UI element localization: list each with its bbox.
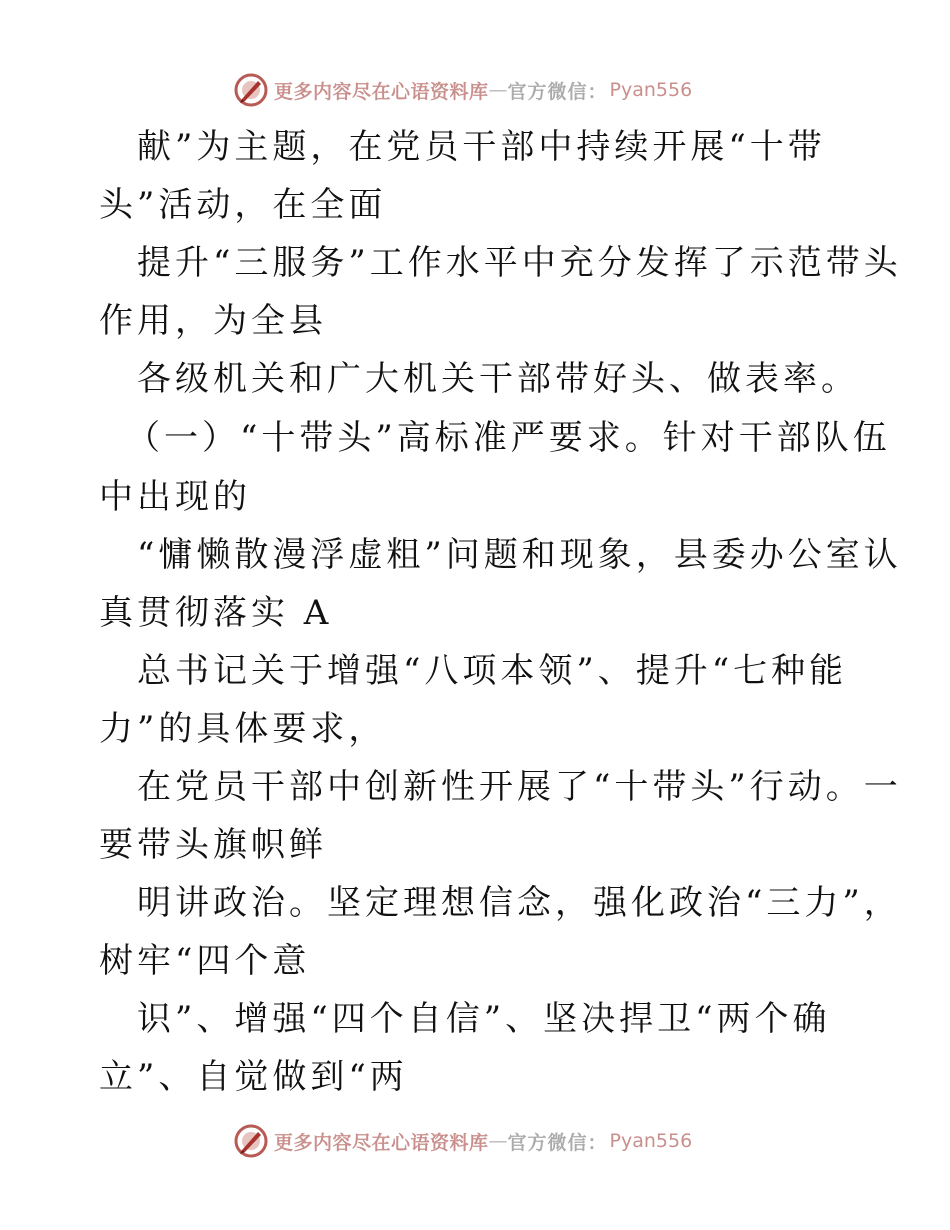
quill-logo-icon	[234, 1124, 268, 1158]
text-line: 明讲政治。坚定理想信念，强化政治“三力”，	[137, 883, 902, 923]
text-line: 各级机关和广大机关干部带好头、做表率。	[137, 359, 859, 399]
watermark-dash: —	[488, 1130, 508, 1152]
watermark-text: 更多内容尽在心语资料库	[274, 80, 489, 103]
text-line: 立”、自觉做到“两	[99, 1057, 408, 1097]
watermark-dash: —	[488, 79, 508, 101]
text-line: （一）“十带头”高标准严要求。针对干部队伍	[126, 418, 891, 458]
text-line: 识”、增强“四个自信”、坚决捍卫“两个确	[137, 999, 831, 1039]
watermark-id: Pyan556	[609, 1130, 693, 1152]
text-line: 树牢“四个意	[99, 941, 311, 981]
watermark-label: 官方微信：	[507, 80, 608, 103]
text-line: 力”的具体要求，	[99, 709, 387, 749]
text-line: 在党员干部中创新性开展了“十带头”行动。一	[137, 767, 902, 807]
text-line: 中出现的	[99, 477, 251, 517]
text-line: “慵懒散漫浮虚粗”问题和现象，县委办公室认	[137, 535, 902, 575]
text-line: 提升“三服务”工作水平中充分发挥了示范带头	[137, 243, 902, 283]
watermark-label: 官方微信：	[507, 1131, 608, 1154]
text-line: 献”为主题，在党员干部中持续开展“十带	[137, 127, 826, 167]
text-line: 头”活动，在全面	[99, 185, 387, 225]
watermark-id: Pyan556	[609, 79, 693, 101]
watermark-text: 更多内容尽在心语资料库	[274, 1131, 489, 1154]
text-line: 作用，为全县	[99, 301, 327, 341]
footer-watermark	[234, 1124, 692, 1158]
text-line: 真贯彻落实 A	[99, 593, 333, 633]
text-line: 要带头旗帜鲜	[99, 825, 327, 865]
text-line: 总书记关于增强“八项本领”、提升“七种能	[137, 651, 848, 691]
